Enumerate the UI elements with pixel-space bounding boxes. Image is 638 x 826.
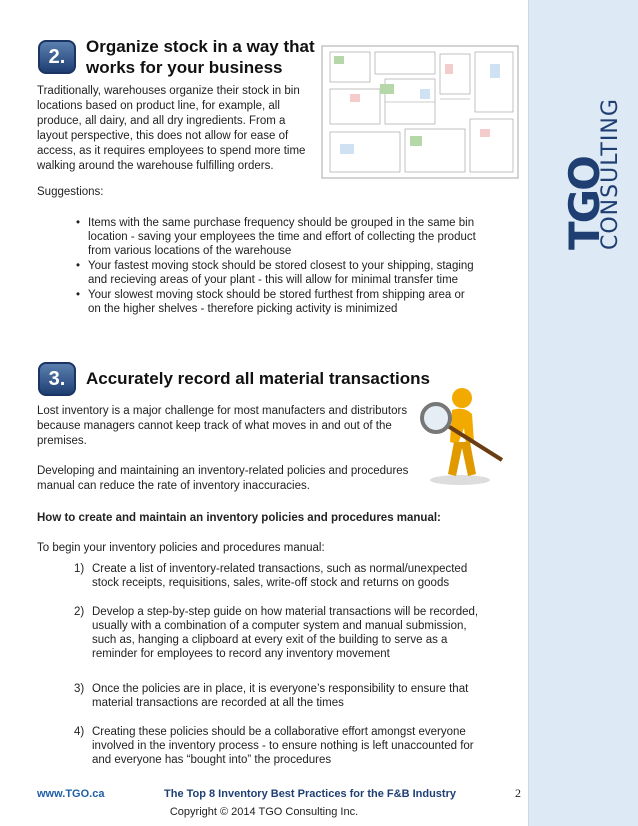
howto-heading: How to create and maintain an inventory policies and procedures manual: [37,512,441,524]
section-3-para1: Lost inventory is a major challenge for most manufacters and distributors because managers cannot keep track of what moves in and out of the premises. [37,405,408,447]
page-number: 2 [515,786,521,800]
bullet-icon: • [76,289,81,301]
section-3-badge: 3. [38,362,76,396]
footer-url-link[interactable]: www.TGO.ca [37,788,105,800]
bullet-icon: • [76,260,81,272]
numbered-step: 2) Develop a step-by-step guide on how material transactions will be recorded, usually with a combination of a computer system and manual submission, such as, hanging a clipboard at every exit of the building to serve as a reminder for employees to record any inventory movement [74,606,479,660]
logo-main: TGO [560,157,609,250]
bullet-item: • Your fastest moving stock should be stored closest to your shipping, staging and recieving areas of your plant - this will allow for minimal transfer time [76,260,474,286]
section-2-title: Organize stock in a way that works for your business [86,37,315,77]
intro-text: To begin your inventory policies and procedures manual: [37,542,325,554]
bullet-item: • Your slowest moving stock should be stored furthest from shipping area or on the higher shelves - therefore picking activity is minimized [76,289,465,315]
tgo-logo [560,40,623,250]
section-2-badge: 2. [38,40,76,74]
section-3-para2: Developing and maintaining an inventory-related policies and procedures manual can reduce the rate of inventory inaccuracies. [37,465,409,492]
numbered-step: 1) Create a list of inventory-related transactions, such as normal/unexpected stock receipts, requisitions, sales, write-off stock and returns on goods [74,563,468,589]
suggestions-label: Suggestions: [37,186,104,198]
bullet-item: • Items with the same purchase frequency should be grouped in the same bin location - saving your employees the time and effort of collecting the product from various locations of the warehouse [76,217,476,257]
numbered-step: 4) Creating these policies should be a collaborative effort amongst everyone involved in the inventory process - to ensure nothing is left unaccounted for and everyone has “bought into” the procedures [74,726,474,766]
magnifier-figure-image [412,382,508,486]
numbered-step: 3) Once the policies are in place, it is everyone’s responsibility to ensure that material transactions are recorded at all the times [74,683,469,709]
bullet-icon: • [76,217,81,229]
logo-sub: CONSULTING [598,98,623,250]
section-2-body: Traditionally, warehouses organize their stock in bin locations based on product line, for example, all produce, all dairy, and all dry ingredients. From a layout perspective, this does not allow for ease of access, as it requires employees to spend more time walking around the warehouse fulfilling orders. [37,85,306,172]
footer-title: The Top 8 Inventory Best Practices for the F&B Industry [164,788,456,800]
copyright: Copyright © 2014 TGO Consulting Inc. [169,806,359,818]
section-3-title: Accurately record all material transactions [86,369,430,388]
warehouse-floor-plan-image [320,44,520,180]
